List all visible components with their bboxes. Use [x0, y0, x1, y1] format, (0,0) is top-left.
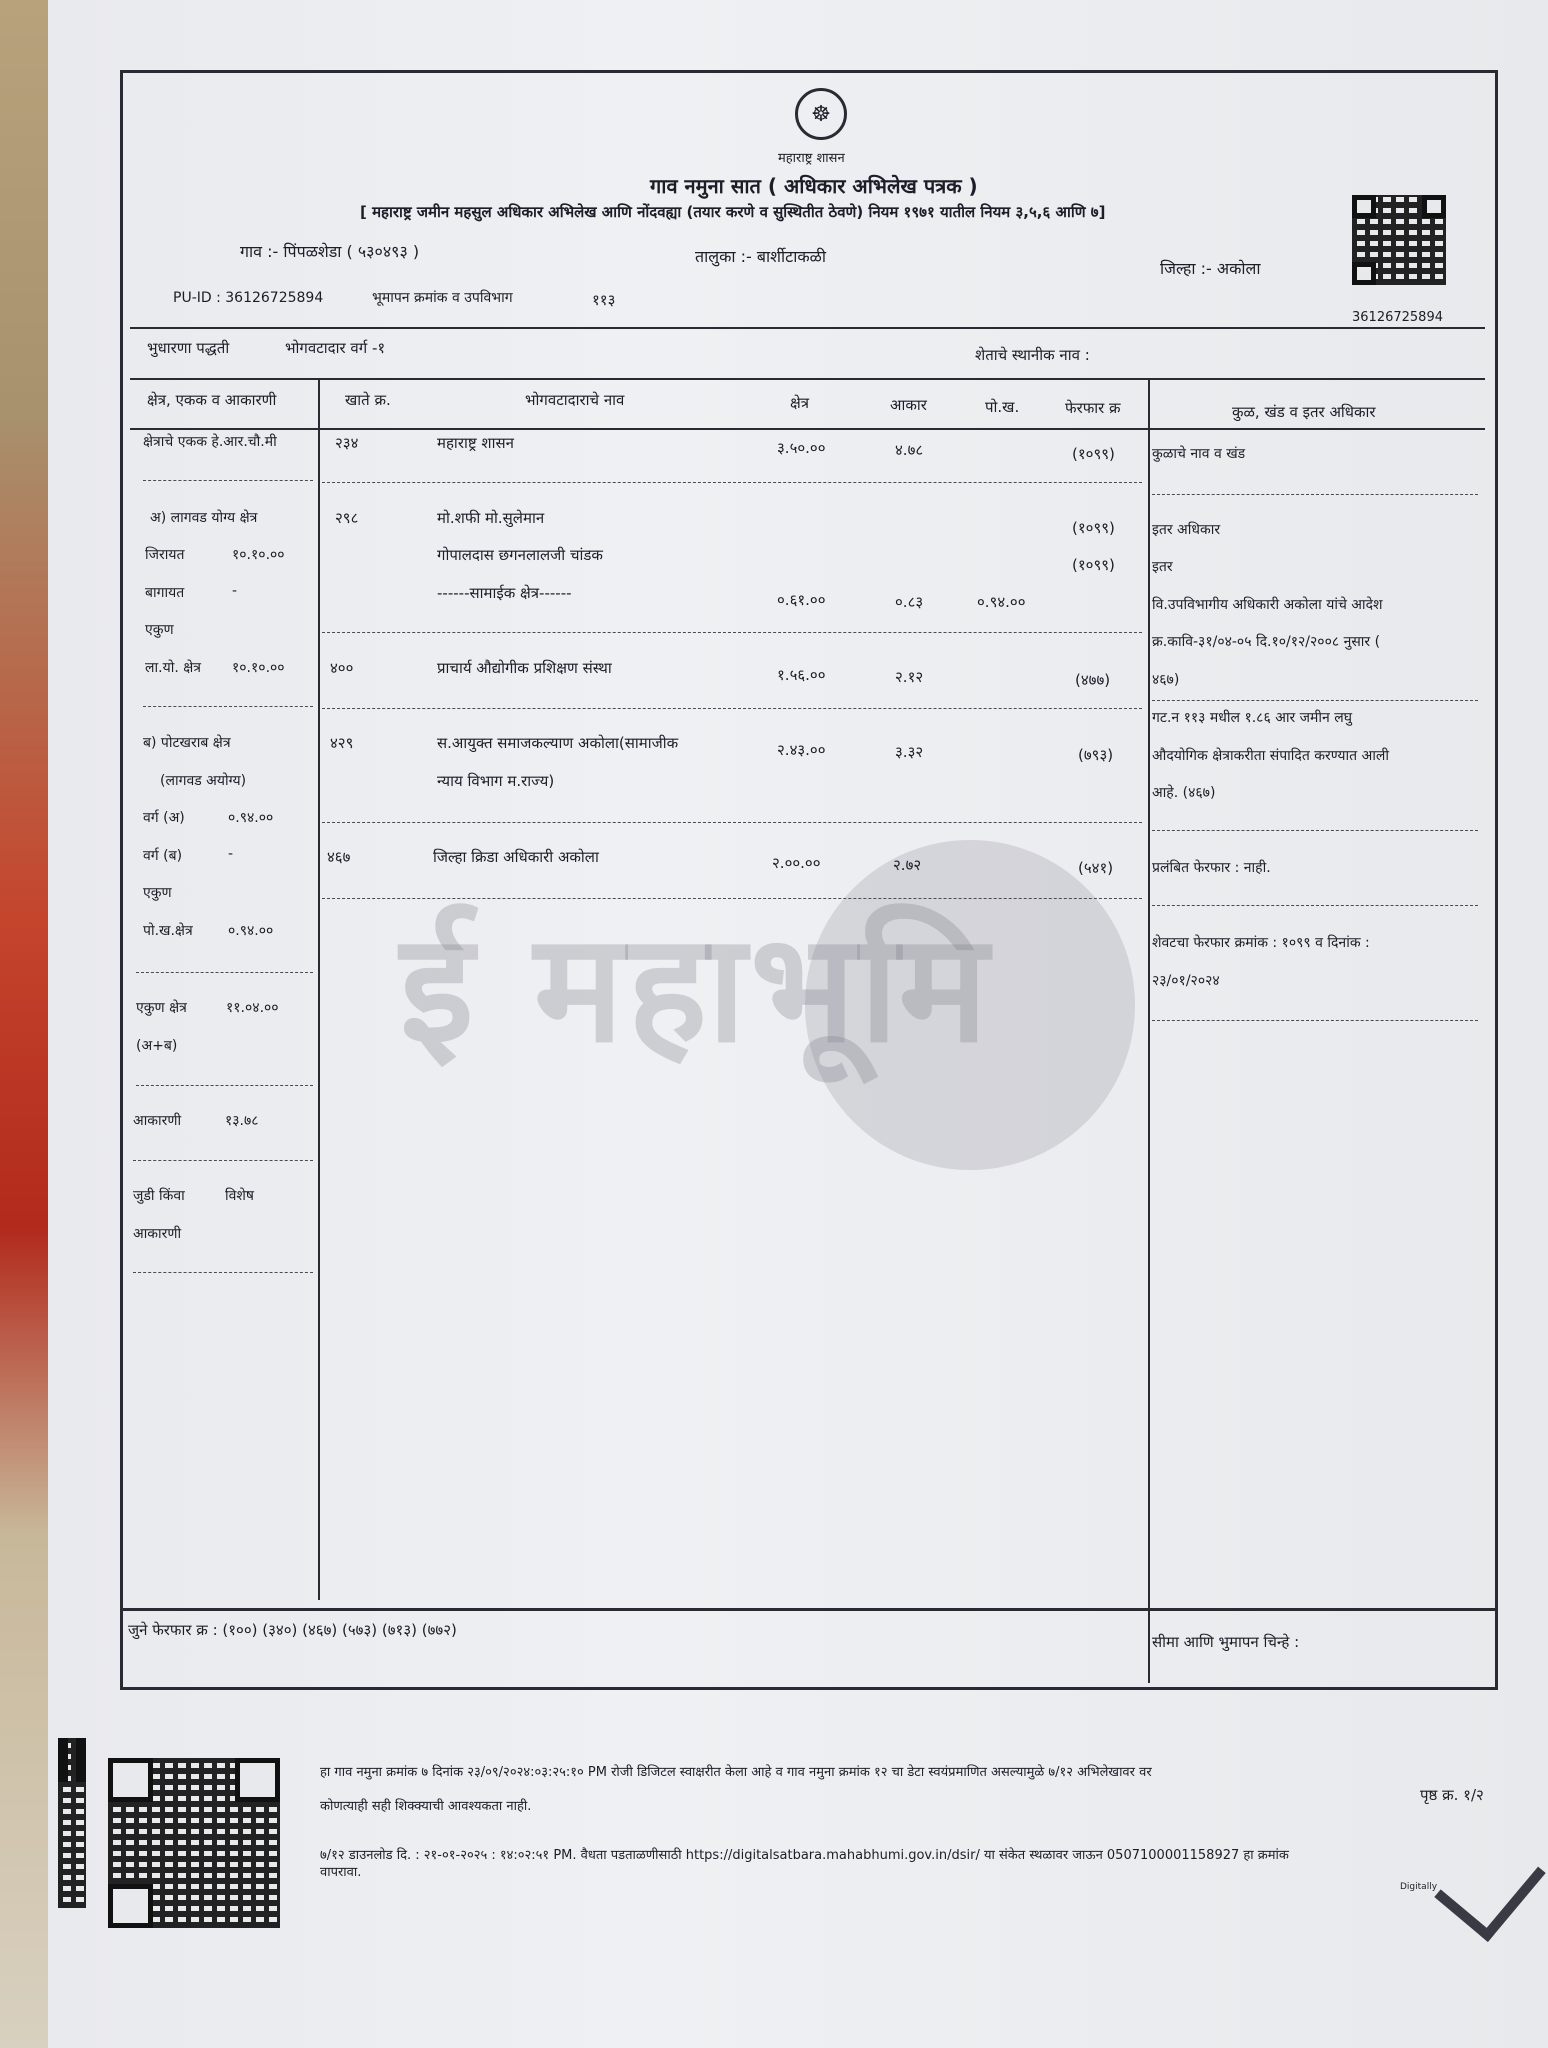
side-qr-icon: [58, 1738, 86, 1908]
village-label: गाव :- पिंपळशेडा ( ५३०४९३ ): [240, 242, 420, 261]
dash-rule: [322, 708, 1142, 709]
divider: [130, 327, 1485, 329]
total-area-value: ११.०४.००: [226, 1000, 279, 1016]
dash-rule: [322, 482, 1142, 483]
pending-mutation: प्रलंबित फेरफार : नाही.: [1152, 860, 1271, 876]
bagayat-label: बागायत: [145, 585, 185, 601]
digitally-signed-label: Digitally: [1400, 1882, 1438, 1892]
record-frame: [120, 70, 1498, 1690]
col-divider: [318, 378, 320, 1600]
total2-label: एकुण: [143, 885, 172, 901]
pu-id: PU-ID : 36126725894: [173, 290, 324, 306]
cell-area: २.००.००: [772, 854, 821, 872]
col-holder: भोगवटादाराचे नाव: [525, 391, 625, 409]
vishesh-label: विशेष: [225, 1188, 255, 1204]
last-mutation-date: २३/०१/२०२४: [1152, 973, 1220, 989]
cell-mutation: (५४१): [1078, 859, 1114, 877]
dash-rule: [133, 1160, 313, 1161]
jirayat-label: जिरायत: [145, 547, 185, 563]
cell-holder-cont: न्याय विभाग म.राज्य): [437, 772, 555, 790]
dash-rule: [1152, 494, 1478, 495]
col-area: क्षेत्र: [790, 394, 810, 412]
pokh-value: ०.९४.००: [228, 923, 274, 939]
tenure-value: भोगवटादार वर्ग -१: [285, 339, 386, 357]
emblem-caption: महाराष्ट्र शासन: [778, 151, 845, 166]
rights-order-end: ४६७): [1152, 672, 1180, 688]
rights-order: वि.उपविभागीय अधिकारी अकोला यांचे आदेश: [1152, 597, 1383, 613]
district-label: जिल्हा :- अकोला: [1160, 259, 1261, 278]
cell-account: ४२९: [330, 734, 354, 752]
cell-mutation: (७९३): [1078, 746, 1114, 764]
cell-assessment: २.७२: [893, 856, 922, 874]
cell-account: ४००: [330, 659, 354, 677]
judi-label: जुडी किंवा: [133, 1188, 185, 1204]
survey-label: भूमापन क्रमांक व उपविभाग: [372, 290, 513, 306]
akarani-value: १३.७८: [225, 1113, 259, 1129]
cell-area: ०.६१.००: [777, 591, 826, 609]
cell-holder: जिल्हा क्रिडा अधिकारी अकोला: [433, 848, 599, 866]
dash-rule: [1152, 700, 1478, 701]
total-area-label: एकुण क्षेत्र: [136, 1000, 187, 1016]
boundary-marks: सीमा आणि भुमापन चिन्हे :: [1152, 1633, 1300, 1651]
cell-account: २९८: [335, 509, 359, 527]
dash-rule: [136, 972, 313, 973]
digital-sign-note: हा गाव नमुना क्रमांक ७ दिनांक २३/०९/२०२४:०३:२५:१० PM रोजी डिजिटल स्वाक्षरीत केला आहे व गाव नमुना क्रमांक १२ चा डेटा स्वयंप्रमाणित असल्यामुळे ७/१२ अभिलेखावर वर: [320, 1765, 1152, 1780]
divider: [130, 428, 1485, 430]
total-label: एकुण: [145, 622, 174, 638]
col-account: खाते क्र.: [345, 391, 391, 409]
dash-rule: [136, 1085, 313, 1086]
col-rights: कुळ, खंड व इतर अधिकार: [1232, 403, 1376, 421]
dash-rule: [143, 706, 313, 707]
cell-area: ३.५०.००: [777, 439, 826, 457]
download-note-2: वापरावा.: [320, 1865, 362, 1880]
download-note: ७/१२ डाउनलोड दि. : २१-०१-२०२५ : १४:०२:५१ PM. वैधता पडताळणीसाठी https://digitalsatbara.mahabhumi.gov.in/dsir/ या संकेत स्थळावर जाऊन 0507100001158927 हा क्रमांक: [320, 1848, 1289, 1863]
rights-order-ref: क्र.कावि-३१/०४-०५ दि.१०/१२/२००८ नुसार (: [1152, 634, 1381, 650]
cell-mutation: (४७७): [1075, 671, 1111, 689]
ab-label: (अ+ब): [136, 1038, 178, 1054]
survey-number: ११३: [592, 291, 616, 309]
varga-b-value: -: [228, 846, 234, 862]
rights-acquisition-2: औदयोगिक क्षेत्राकरीता संपादित करण्यात आली: [1152, 748, 1390, 764]
cell-mutation: (१०९९): [1072, 556, 1115, 574]
cultivable-label: अ) लागवड योग्य क्षेत्र: [150, 510, 258, 526]
cell-holder: मो.शफी मो.सुलेमान: [437, 509, 545, 527]
dash-rule: [1152, 830, 1478, 831]
last-mutation: शेवटचा फेरफार क्रमांक : १०९९ व दिनांक :: [1152, 935, 1370, 951]
watermark-text: ई महाभूमि: [400, 902, 993, 1076]
col-mutation: फेरफार क्र: [1065, 399, 1121, 417]
qr-number: 36126725894: [1352, 310, 1443, 325]
qr-code-icon: [108, 1758, 280, 1928]
local-name-label: शेताचे स्थानीक नाव :: [975, 346, 1090, 364]
dash-rule: [133, 1272, 313, 1273]
rights-tenant: कुळाचे नाव व खंड: [1152, 446, 1246, 462]
col-pokharab: पो.ख.: [985, 398, 1020, 416]
rights-acquisition-3: आहे. (४६७): [1152, 785, 1216, 801]
cell-account: ४६७: [327, 848, 351, 866]
digital-sign-note-2: कोणत्याही सही शिक्क्याची आवश्यकता नाही.: [320, 1799, 532, 1814]
col-divider: [1148, 378, 1150, 1683]
cell-area: १.५६.००: [777, 666, 826, 684]
layo-value: १०.१०.००: [232, 660, 285, 676]
divider: [120, 1608, 1498, 1611]
jirayat-value: १०.१०.००: [232, 547, 285, 563]
cell-holder: ------सामाईक क्षेत्र------: [437, 584, 572, 602]
cell-holder: प्राचार्य औद्योगीक प्रशिक्षण संस्था: [437, 659, 612, 677]
dash-rule: [143, 480, 313, 481]
cell-holder: स.आयुक्त समाजकल्याण अकोला(सामाजीक: [437, 734, 679, 752]
pot-label: ब) पोटखराब क्षेत्र: [143, 735, 231, 751]
unit-line: क्षेत्राचे एकक हे.आर.चौ.मी: [143, 434, 277, 450]
cell-holder: महाराष्ट्र शासन: [437, 434, 514, 452]
rights-acquisition: गट.न ११३ मधील १.८६ आर जमीन लघु: [1152, 710, 1353, 726]
cell-account: २३४: [335, 434, 359, 452]
dash-rule: [322, 898, 1142, 899]
dash-rule: [1152, 1020, 1478, 1021]
tenure-label: भुधारणा पद्धती: [147, 339, 230, 357]
dash-rule: [322, 632, 1142, 633]
varga-a-label: वर्ग (अ): [143, 810, 185, 826]
cell-assessment: ३.३२: [895, 743, 924, 761]
page-number: पृष्ठ क्र. १/२: [1420, 1786, 1484, 1804]
cell-assessment: २.१२: [895, 668, 924, 686]
old-mutations: जुने फेरफार क्र : (१००) (३४०) (४६७) (५७३) (७१३) (७७२): [128, 1621, 457, 1639]
akarani-label: आकारणी: [133, 1113, 182, 1129]
cell-mutation: (१०९९): [1072, 519, 1115, 537]
rights-other: इतर अधिकार: [1152, 522, 1221, 538]
dash-rule: [1152, 905, 1478, 906]
cell-assessment: ०.८३: [895, 593, 924, 611]
dash-rule: [322, 822, 1142, 823]
pot-sub: (लागवड अयोग्य): [160, 773, 247, 789]
layo-label: ला.यो. क्षेत्र: [145, 660, 201, 676]
cell-mutation: (१०९९): [1072, 445, 1115, 463]
col-assessment: आकार: [890, 396, 927, 414]
cell-area: २.४३.००: [777, 741, 826, 759]
varga-a-value: ०.९४.००: [228, 810, 274, 826]
emblem-icon: ☸: [795, 88, 847, 140]
bagayat-value: -: [232, 583, 238, 599]
divider: [130, 378, 1485, 380]
cell-holder: गोपालदास छगनलालजी चांडक: [437, 546, 603, 564]
varga-b-label: वर्ग (ब): [143, 848, 183, 864]
taluka-label: तालुका :- बार्शीटाकळी: [695, 247, 826, 266]
akarani2-label: आकारणी: [133, 1226, 182, 1242]
subtitle: [ महाराष्ट्र जमीन महसुल अधिकार अभिलेख आणि नोंदवह्या (तयार करणे व सुस्थितीत ठेवणे) नियम १९७१ यातील नियम ३,५,६ आणि ७]: [360, 203, 1106, 221]
pokh-label: पो.ख.क्षेत्र: [143, 923, 193, 939]
rights-other-short: इतर: [1152, 559, 1173, 575]
page-title: गाव नमुना सात ( अधिकार अभिलेख पत्रक ): [650, 174, 978, 198]
col-area-unit: क्षेत्र, एकक व आकारणी: [147, 391, 277, 409]
cell-assessment: ४.७८: [895, 441, 924, 459]
cell-pokharab: ०.९४.००: [977, 593, 1026, 611]
qr-code-icon: [1352, 195, 1446, 285]
